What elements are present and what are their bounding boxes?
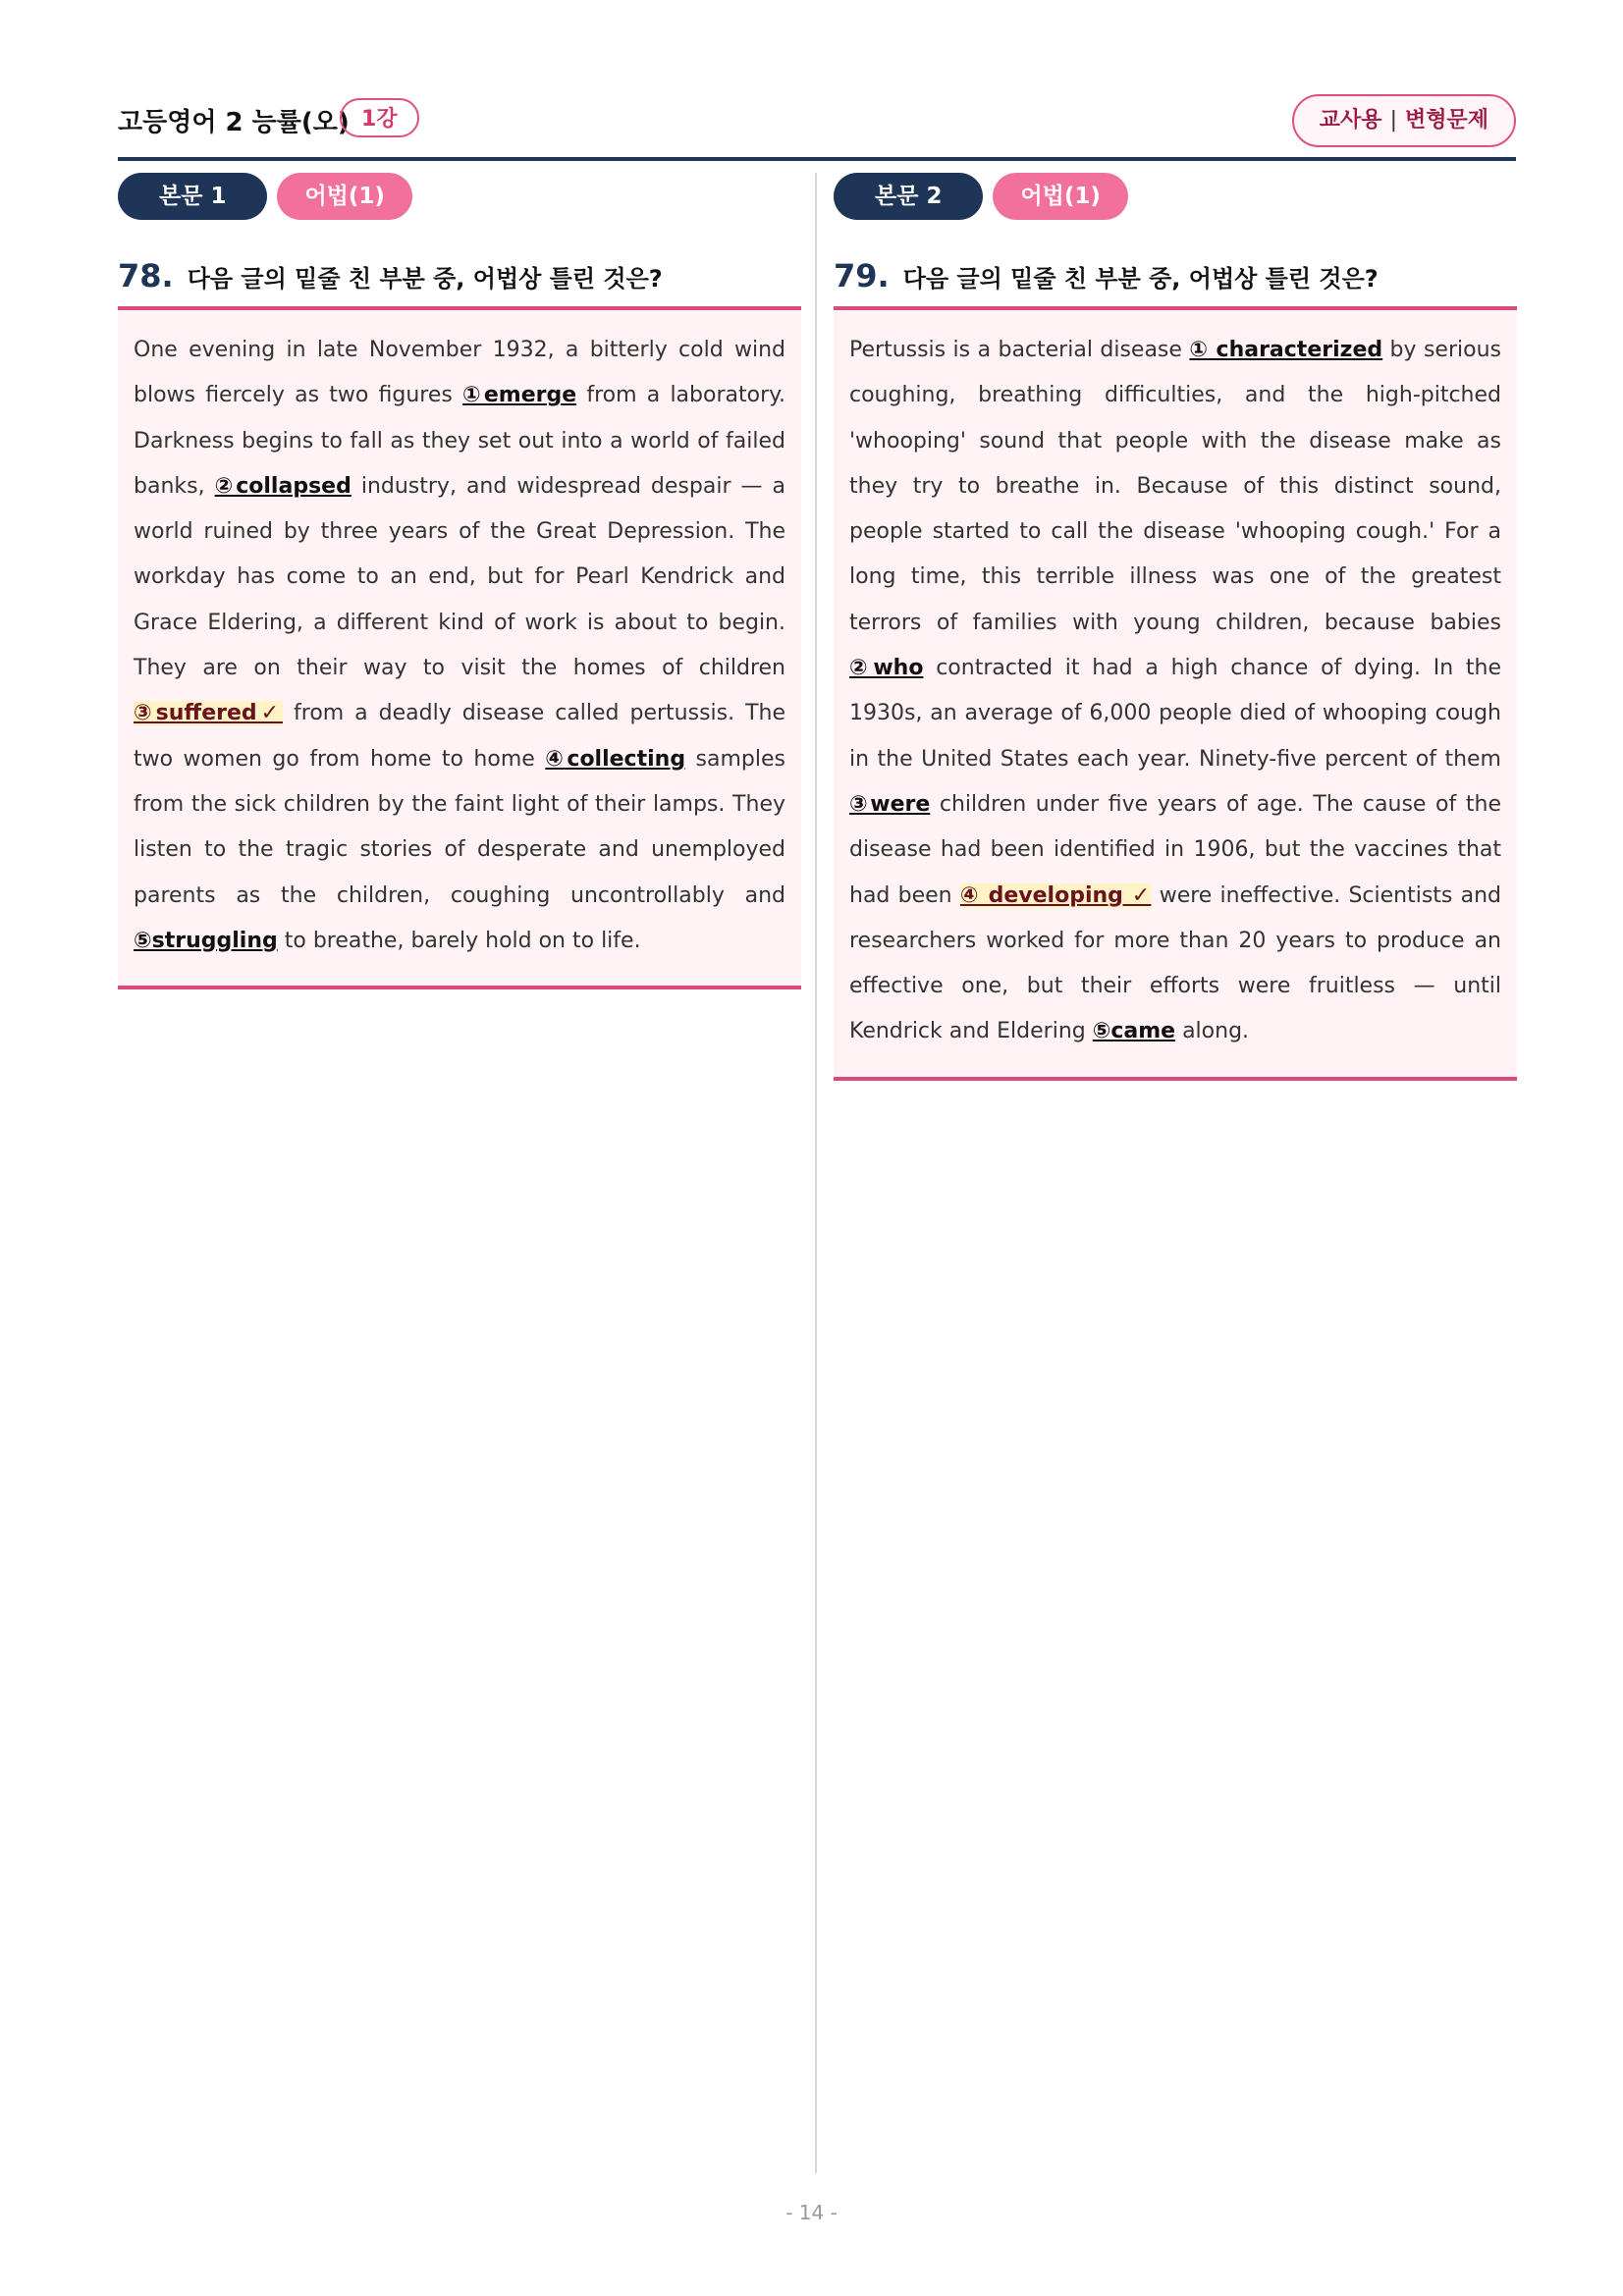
passage-text: along. [1175,1019,1250,1044]
section-tag: 본문 1 [118,173,267,220]
question-text: 다음 글의 밑줄 친 부분 중, 어법상 틀린 것은? [902,265,1379,293]
book-title: 고등영어 2 능률(오) [118,108,350,137]
question-heading [834,257,1517,310]
passage-text: industry, and widespread despair — a world ruined by three years of the Great Depression. The workday has come to an end, but for Pearl Kendrick and Grace Eldering, a different kind of work is about to begin. They are on their way to visit the homes of children [134,473,785,681]
underlined-choice: ① characterized [1189,338,1383,362]
teacher-version-badge [1292,94,1516,147]
underlined-choice: ②who [849,656,924,681]
passage-text: contracted it had a high chance of dying. In the 1930s, an average of 6,000 people died of whooping cough in the United States each year. Ninety-five percent of them [849,656,1501,772]
question-column-1 [118,173,801,989]
passage-text: were ineffective. Scientists and researchers worked for more than 20 years to produce an effective one, but their efforts were fruitless — until Kendrick and Eldering [849,882,1502,1044]
tag-row [118,173,801,222]
underlined-choice: ⑤struggling [134,928,278,953]
type-label: 변형문제 [1404,108,1488,133]
passage-text: to breathe, barely hold on to life. [277,928,641,953]
underlined-choice: ②collapsed [214,473,352,499]
tag-row [834,173,1517,222]
lesson-badge: 1강 [340,98,419,137]
underlined-choice: ③were [849,791,931,817]
underlined-choice: ⑤came [1092,1019,1176,1044]
role-label: 교사용 [1319,108,1382,133]
section-tag: 본문 2 [834,173,983,220]
passage-text: Pertussis is a bacterial disease [849,338,1190,362]
passage-text: children under five years of age. The cause of the disease had been identified in 1906, but the vaccines that had been [849,791,1501,908]
page-number: - 14 - [785,2201,838,2224]
underlined-choice: ④collecting [545,746,686,772]
question-number: 79. [834,257,890,294]
underlined-choice: ①emerge [462,383,577,408]
answer-choice-highlighted: ③suffered✓ [134,701,284,726]
passage-text: One evening in late November 1932, a bitterly cold wind blows fiercely as two figures [134,338,785,408]
badge-separator: | [1389,108,1397,133]
passage-box [834,310,1517,1081]
question-heading [118,257,801,310]
page-header [118,94,1516,161]
passage-text: samples from the sick children by the faint light of their lamps. They listen to the tragic stories of desperate and unemployed parents as the children, coughing uncontrollably and [134,746,786,908]
answer-choice-highlighted: ④ developing ✓ [959,882,1152,908]
passage-box [118,310,801,989]
category-tag: 어법(1) [993,173,1127,220]
passage-text: by serious coughing, breathing difficulties, and the high-pitched 'whooping' sound that people with the disease make as they try to breathe in. Because of this distinct sound, people started to call the disease 'whooping cough.' For a long time, this terrible illness was one of the greatest terrors of families with young children, because babies [849,338,1501,635]
question-number: 78. [118,257,174,294]
column-divider [815,173,817,2173]
category-tag: 어법(1) [277,173,411,220]
passage-text: from a deadly disease called pertussis. The two women go from home to home [134,701,785,772]
question-text: 다음 글의 밑줄 친 부분 중, 어법상 틀린 것은? [187,265,663,293]
question-column-2 [834,173,1517,1081]
passage-text: from a laboratory. Darkness begins to fall as they set out into a world of failed banks, [134,383,785,499]
